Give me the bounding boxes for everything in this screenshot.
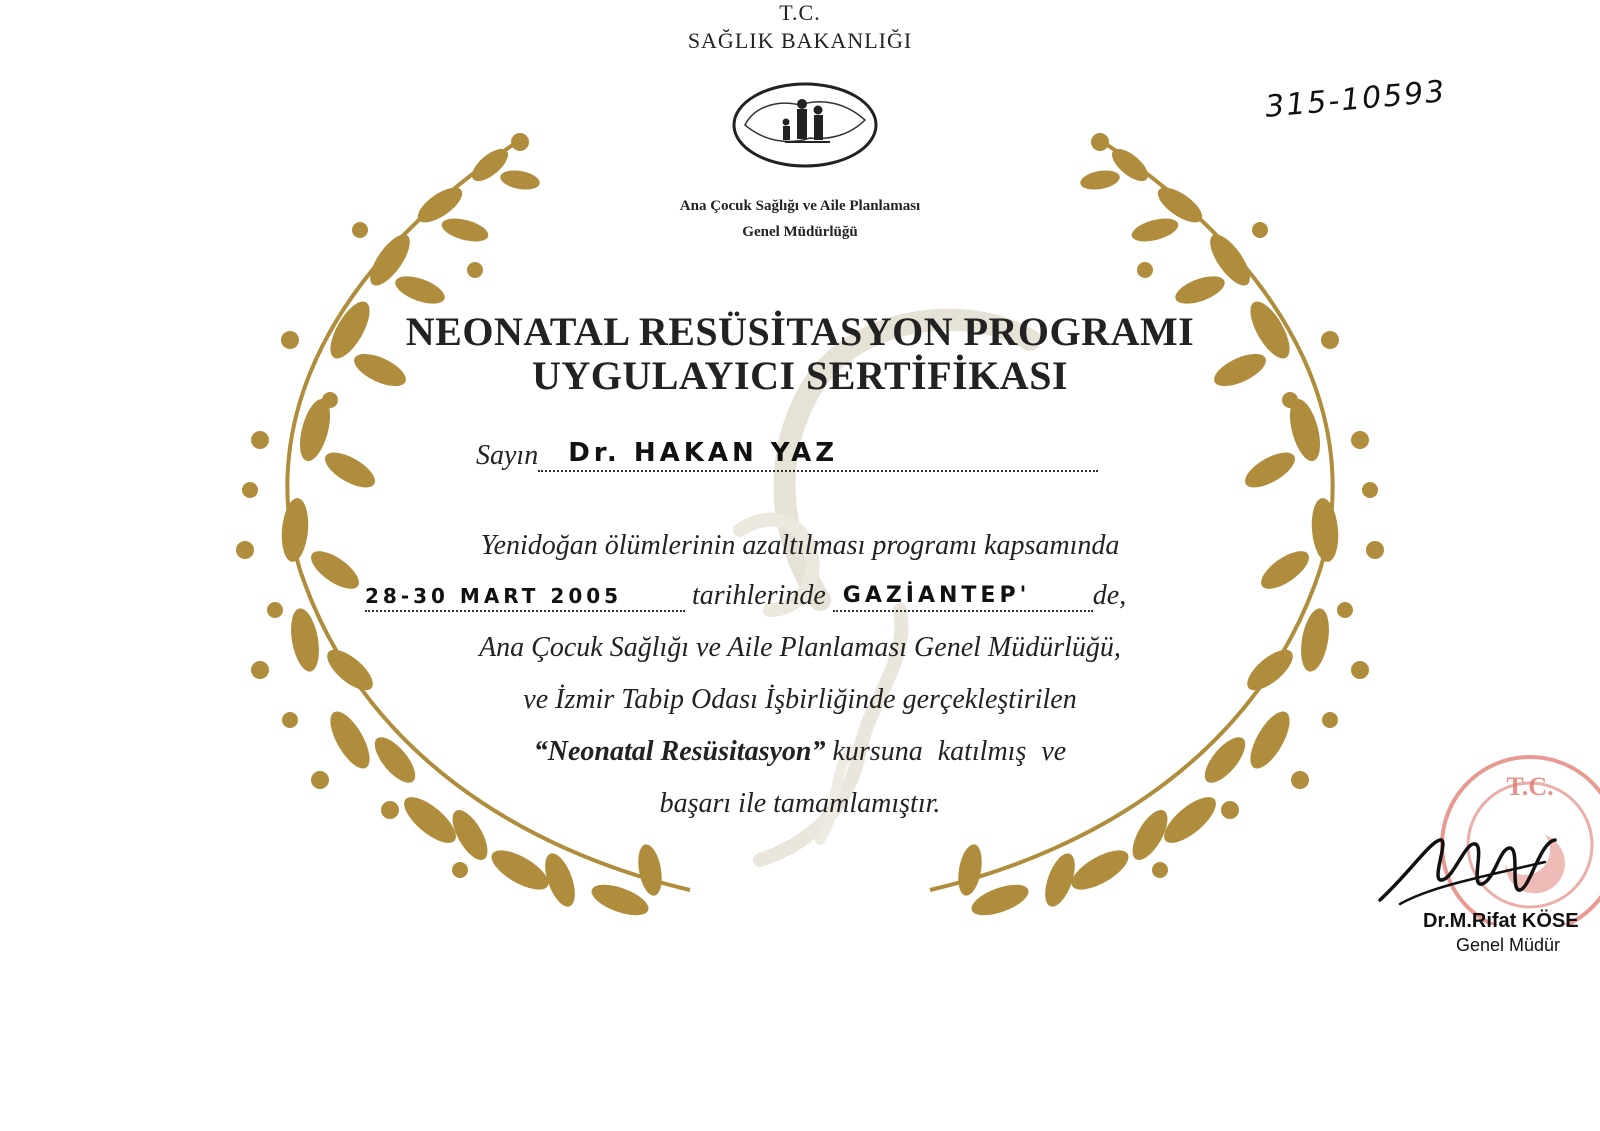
body-line3: Ana Çocuk Sağlığı ve Aile Planlaması Genel Müdürlüğü, <box>479 632 1121 663</box>
course-dates: 28-30 MART 2005 <box>365 584 623 608</box>
body-line5-suffix: kursuna katılmış ve <box>832 736 1067 767</box>
family-map-logo <box>730 80 880 170</box>
reference-number: 315-10593 <box>1263 74 1448 125</box>
recipient-dotted-field <box>538 438 1098 472</box>
certificate-title-line1: NEONATAL RESÜSİTASYON PROGRAMI <box>405 309 1195 354</box>
body-line2 <box>365 580 1126 612</box>
signatory-title: Genel Müdür <box>1456 935 1561 955</box>
body-line5 <box>300 736 1300 768</box>
city-suffix: de, <box>1092 580 1127 611</box>
body-line1: Yenidoğan ölümlerinin azaltılması programı kapsamında <box>480 530 1120 561</box>
body-line6: başarı ile tamamlamıştır. <box>659 788 941 819</box>
signatory-name: Dr.M.Rifat KÖSE <box>1423 910 1579 932</box>
course-name: “Neonatal Resüsitasyon” <box>533 736 826 767</box>
certificate-title-line2: UYGULAYICI SERTİFİKASI <box>531 353 1069 398</box>
directorate-line1: Ana Çocuk Sağlığı ve Aile Planlaması <box>679 198 921 214</box>
handwritten-signature <box>1370 822 1570 917</box>
city-dotted-field <box>833 580 1093 612</box>
recipient-row <box>476 438 1098 472</box>
recipient-name: Dr. HAKAN YAZ <box>568 438 839 468</box>
recipient-label: Sayın <box>476 440 539 471</box>
body-line4: ve İzmir Tabip Odası İşbirliğinde gerçekleştirilen <box>523 684 1077 715</box>
header-country: T.C. <box>779 0 821 25</box>
directorate-line2: Genel Müdürlüğü <box>742 224 858 240</box>
course-city: GAZİANTEP' <box>842 583 1031 608</box>
dates-suffix: tarihlerinde <box>692 580 826 611</box>
dates-dotted-field <box>365 580 685 612</box>
header-ministry: SAĞLIK BAKANLIĞI <box>687 28 913 53</box>
seal-text: T.C. <box>1506 772 1554 801</box>
